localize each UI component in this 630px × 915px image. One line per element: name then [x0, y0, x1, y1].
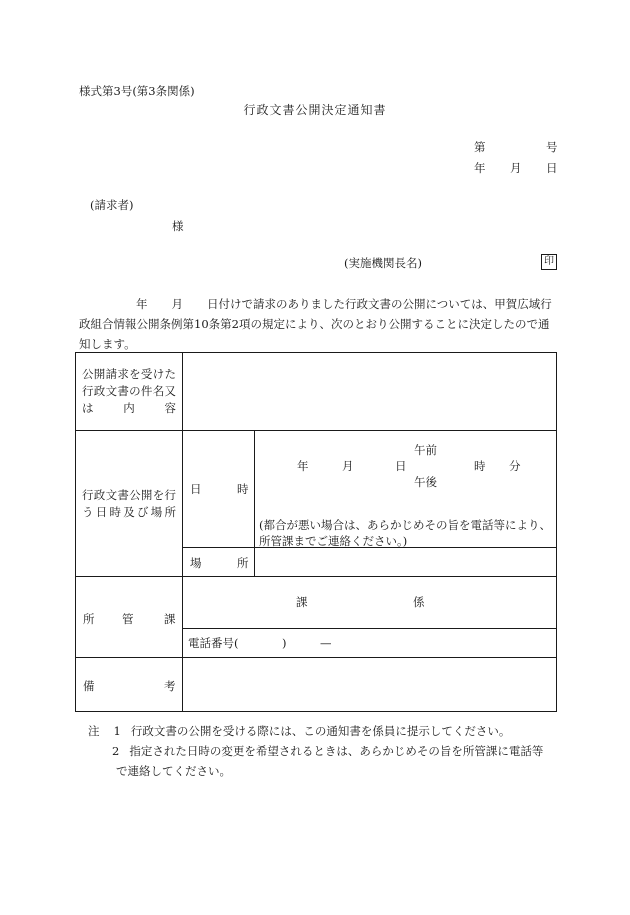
- agency-head-label: (実施機関長名): [344, 256, 422, 270]
- body-paragraph: [79, 294, 559, 354]
- contact-note-line-2: 所管課までご連絡ください。): [259, 534, 408, 548]
- datetime-place-label: 行政文書公開を行う日時及び場所: [76, 431, 183, 577]
- document-subject-value: [183, 353, 557, 431]
- dt-hour: 時: [474, 459, 486, 473]
- datetime-label-day: 日: [190, 482, 202, 496]
- phone-dash: —: [320, 636, 332, 650]
- datetime-value-cell: [255, 431, 557, 548]
- form-number: 様式第3号(第3条関係): [79, 84, 195, 98]
- note-2: 2 指定された日時の変更を希望されるときは、あらかじめその旨を所管課に電話等: [112, 744, 544, 758]
- contact-note-line-1: (都合が悪い場合は、あらかじめその旨を電話等により、: [259, 518, 551, 532]
- number-prefix: 第: [474, 140, 486, 154]
- header-day: 日: [546, 161, 558, 175]
- dt-day: 日: [395, 459, 407, 473]
- department-label-cell: 所 管 課: [76, 577, 183, 658]
- notes: [88, 721, 543, 781]
- body-line-2: 政組合情報公開条例第10条第2項の規定により、次のとおり公開することに決定したので通: [79, 317, 550, 331]
- body-line-3: 知します。: [79, 337, 136, 351]
- datetime-label-cell: [183, 431, 255, 548]
- header-month: 月: [510, 161, 522, 175]
- seal-mark: 印: [541, 254, 557, 270]
- dt-month: 月: [342, 459, 354, 473]
- am-label: 午前: [414, 443, 437, 457]
- pm-label: 午後: [414, 475, 437, 489]
- number-suffix: 号: [546, 140, 558, 154]
- remarks-value: [183, 658, 557, 712]
- dt-minute: 分: [509, 459, 521, 473]
- unit-label: 係: [413, 595, 425, 609]
- phone-close-paren: ): [282, 636, 287, 650]
- body-month: 月: [171, 297, 183, 311]
- requester-label: (請求者): [90, 198, 134, 212]
- document-title: 行政文書公開決定通知書: [243, 103, 387, 117]
- remarks-label-cell: 備 考: [76, 658, 183, 712]
- honorific: 様: [172, 219, 184, 233]
- datetime-label-time: 時: [237, 482, 249, 496]
- phone-label: 電話番号(: [188, 636, 239, 650]
- note-1: 注 1 行政文書の公開を受ける際には、この通知書を係員に提示してください。: [88, 724, 511, 738]
- department-section-cell: [183, 577, 557, 629]
- place-value: [255, 548, 557, 577]
- body-line-1: [79, 294, 559, 314]
- phone-cell: [183, 629, 557, 658]
- place-label-cell: 場 所: [183, 548, 255, 577]
- section-label: 課: [296, 595, 308, 609]
- body-year: 年: [136, 297, 148, 311]
- dt-year: 年: [297, 459, 309, 473]
- note-2-cont: で連絡してください。: [116, 764, 231, 778]
- notice-table: [75, 352, 557, 712]
- body-line1-rest: 日付けで請求のありました行政文書の公開については、甲賀広域行: [207, 297, 552, 311]
- document-subject-label: 公開請求を受けた行政文書の件名又は内容: [76, 353, 183, 431]
- header-year: 年: [474, 161, 486, 175]
